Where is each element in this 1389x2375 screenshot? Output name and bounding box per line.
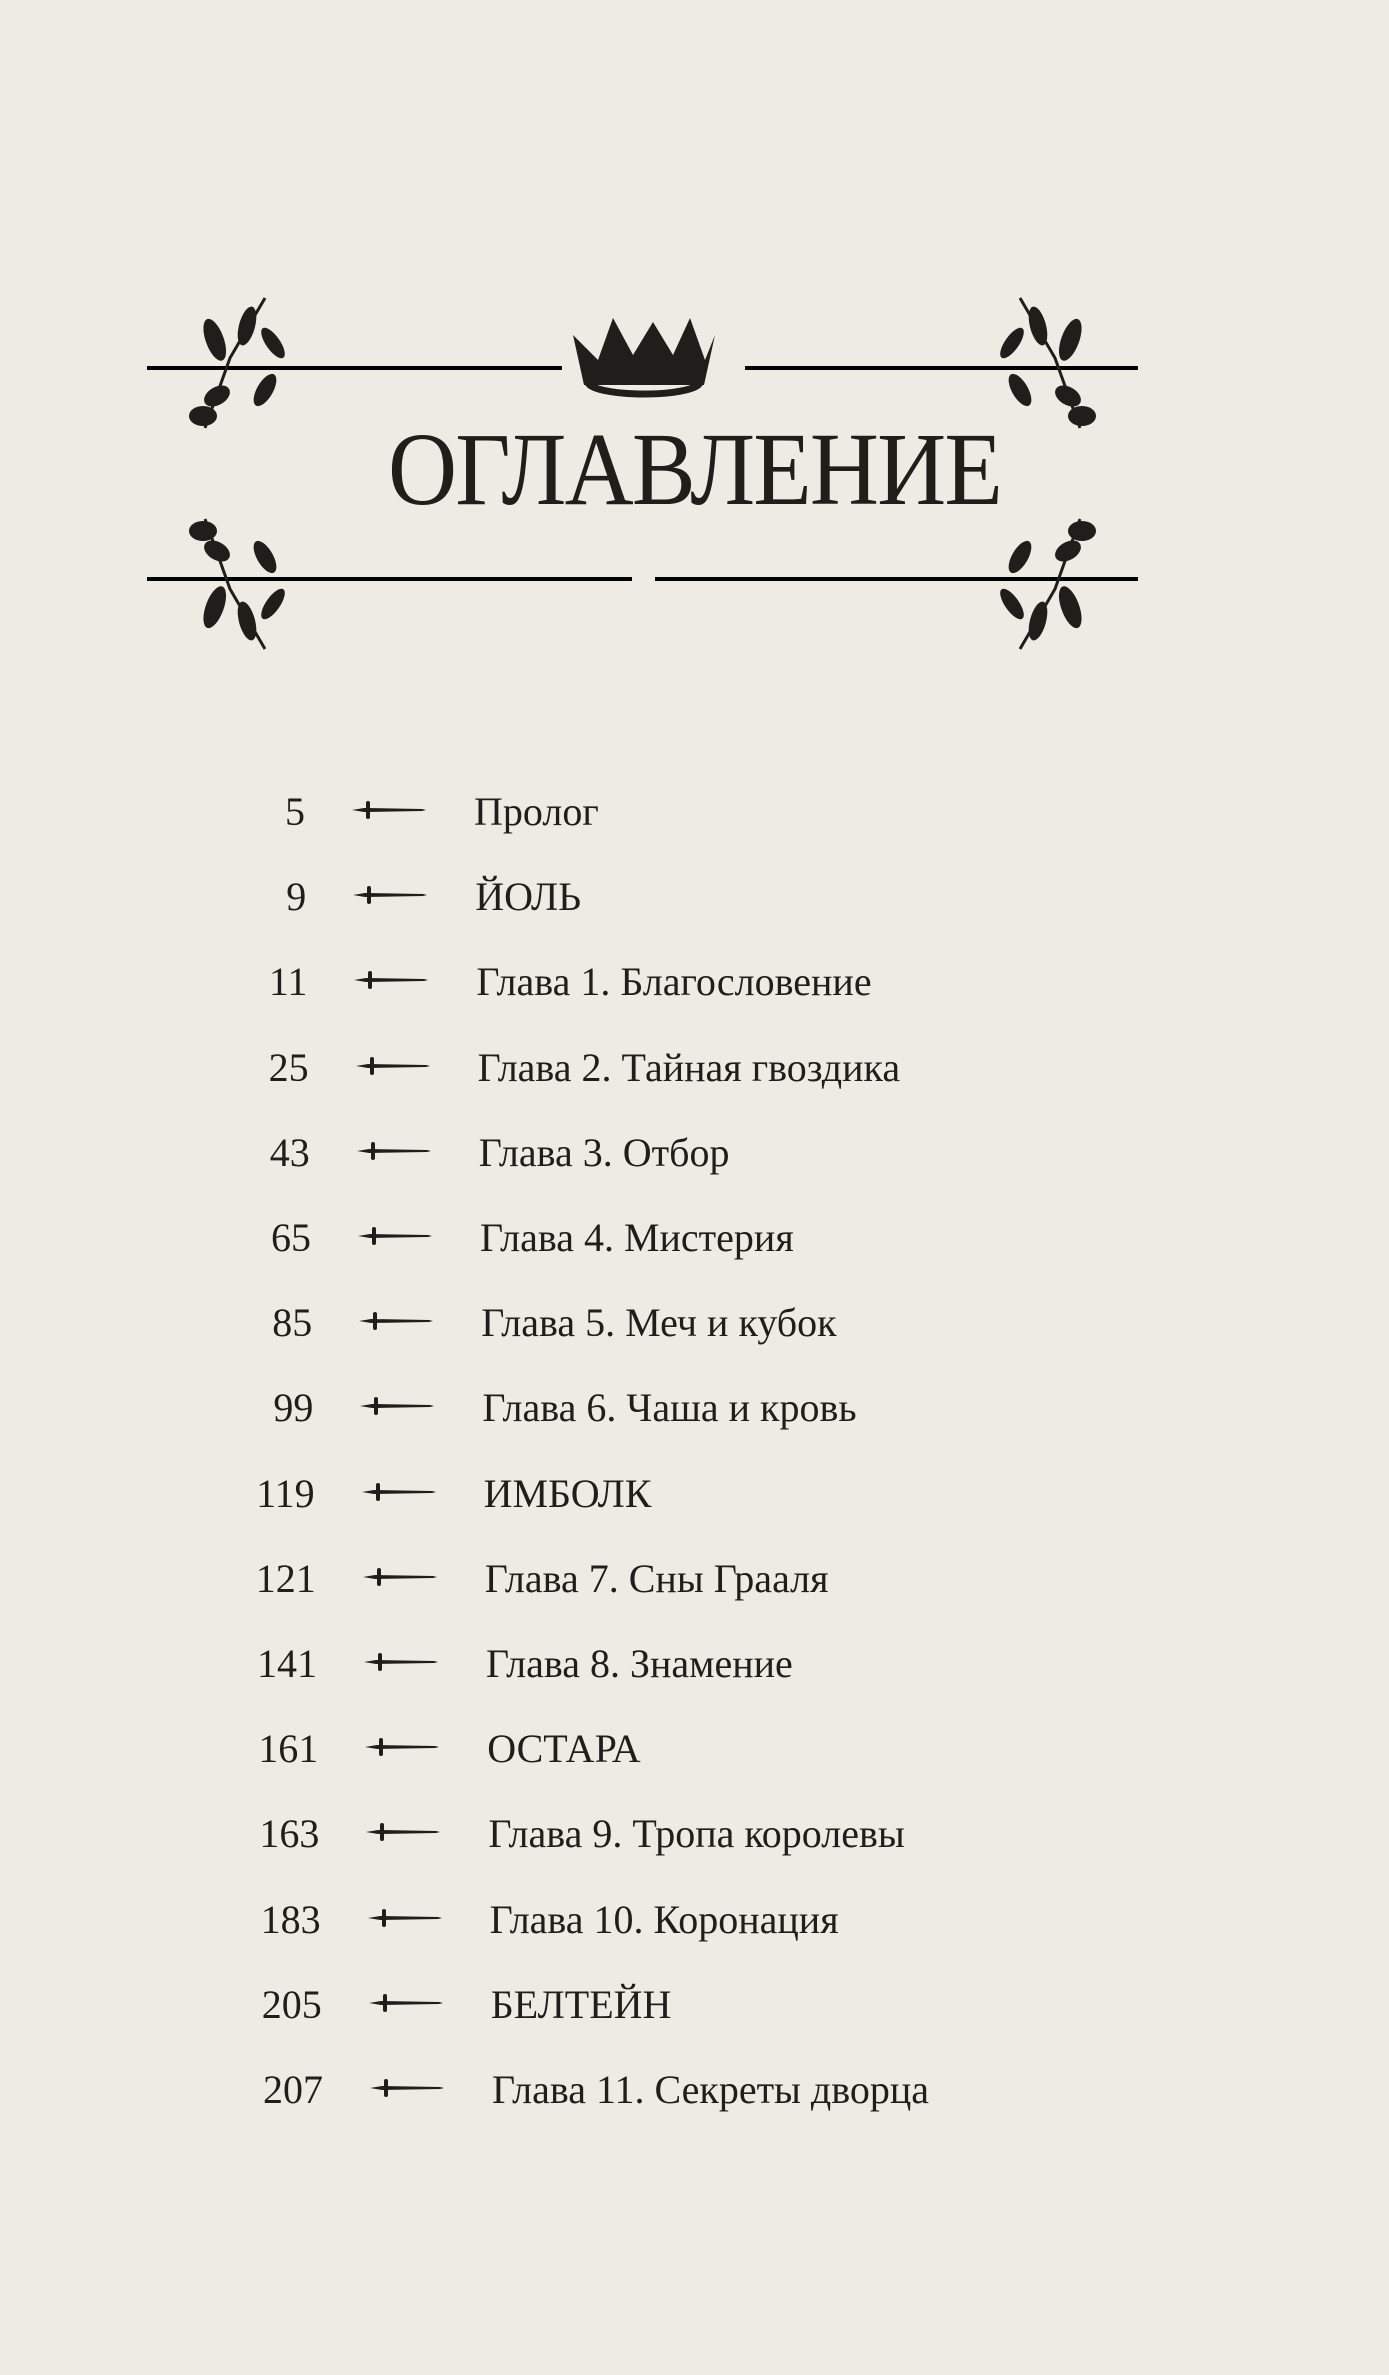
page-number: 205 bbox=[261, 1981, 322, 2027]
toc-entry[interactable] bbox=[0, 1462, 1389, 1522]
toc-entry[interactable] bbox=[0, 950, 1389, 1010]
entry-title: Глава 10. Коронация bbox=[489, 1896, 839, 1942]
entry-title: Глава 9. Тропа королевы bbox=[488, 1811, 905, 1857]
page-number: 43 bbox=[269, 1129, 310, 1175]
entry-title: Глава 3. Отбор bbox=[478, 1129, 730, 1175]
toc-entry[interactable] bbox=[0, 1547, 1389, 1607]
toc-entry[interactable] bbox=[0, 1888, 1389, 1948]
page-number: 141 bbox=[257, 1641, 317, 1686]
entry-title: Глава 5. Меч и кубок bbox=[481, 1300, 837, 1346]
page-number: 161 bbox=[258, 1726, 319, 1772]
entry-title: Глава 2. Тайная гвоздика bbox=[477, 1044, 901, 1090]
page-number: 183 bbox=[260, 1896, 321, 1942]
leaf-sprig-icon bbox=[996, 519, 1096, 649]
entry-title: ЙОЛЬ bbox=[475, 874, 582, 920]
page-number: 99 bbox=[273, 1385, 314, 1431]
page-number: 5 bbox=[285, 789, 305, 834]
crown-icon bbox=[573, 318, 715, 394]
toc-entry[interactable] bbox=[0, 865, 1389, 925]
leaf-sprig-icon bbox=[189, 298, 289, 428]
entry-title: Глава 7. Сны Грааля bbox=[484, 1555, 829, 1601]
dagger-icon bbox=[363, 1565, 437, 1589]
dagger-icon bbox=[369, 1991, 443, 2015]
toc-entry[interactable] bbox=[0, 1973, 1389, 2033]
header-ornament bbox=[0, 0, 1389, 700]
entry-title: Глава 6. Чаша и кровь bbox=[482, 1385, 857, 1431]
dagger-icon bbox=[359, 1309, 433, 1333]
toc-entry[interactable] bbox=[0, 780, 1389, 840]
dagger-icon bbox=[364, 1650, 438, 1674]
dagger-icon bbox=[366, 1820, 440, 1844]
entry-title: Глава 1. Благословение bbox=[476, 959, 872, 1005]
page-number: 207 bbox=[263, 2067, 323, 2112]
toc-entry[interactable] bbox=[0, 1717, 1389, 1777]
toc-entry[interactable] bbox=[0, 1802, 1389, 1862]
page-number: 9 bbox=[286, 874, 307, 920]
page-number: 11 bbox=[268, 959, 308, 1005]
toc-entry[interactable] bbox=[0, 1121, 1389, 1181]
dagger-icon bbox=[368, 1906, 442, 1930]
leaf-sprig-icon bbox=[996, 298, 1096, 428]
toc-entry[interactable] bbox=[0, 1376, 1389, 1436]
dagger-icon bbox=[365, 1735, 439, 1759]
leaf-sprig-icon bbox=[189, 519, 289, 649]
page-number: 119 bbox=[256, 1470, 315, 1516]
dagger-icon bbox=[354, 968, 428, 992]
page-number: 85 bbox=[272, 1300, 313, 1346]
dagger-icon bbox=[360, 1394, 434, 1418]
page-number: 121 bbox=[255, 1555, 316, 1601]
entry-title: Глава 8. Знамение bbox=[486, 1641, 793, 1686]
entry-title: ИМБОЛК bbox=[483, 1470, 652, 1516]
dagger-icon bbox=[353, 883, 427, 907]
toc-entry[interactable] bbox=[0, 1632, 1389, 1692]
toc-entry[interactable] bbox=[0, 2058, 1389, 2118]
toc-entry[interactable] bbox=[0, 1036, 1389, 1096]
dagger-icon bbox=[352, 798, 426, 822]
bottom-vine-line bbox=[147, 577, 1138, 581]
entry-title: Глава 11. Секреты дворца bbox=[492, 2067, 930, 2112]
dagger-icon bbox=[370, 2076, 444, 2100]
toc-entry[interactable] bbox=[0, 1206, 1389, 1266]
entry-title: Пролог bbox=[474, 789, 599, 834]
page-number: 163 bbox=[259, 1811, 320, 1857]
entry-title: ОСТАРА bbox=[487, 1726, 641, 1772]
entry-title: Глава 4. Мистерия bbox=[480, 1215, 794, 1260]
dagger-icon bbox=[358, 1224, 432, 1248]
dagger-icon bbox=[357, 1139, 431, 1163]
page-title: ОГЛАВЛЕНИЕ bbox=[388, 412, 1001, 527]
toc-entry[interactable] bbox=[0, 1291, 1389, 1351]
entry-title: БЕЛТЕЙН bbox=[490, 1981, 672, 2027]
dagger-icon bbox=[356, 1054, 430, 1078]
dagger-icon bbox=[362, 1480, 436, 1504]
page-number: 65 bbox=[271, 1215, 311, 1260]
page-number: 25 bbox=[268, 1044, 309, 1090]
